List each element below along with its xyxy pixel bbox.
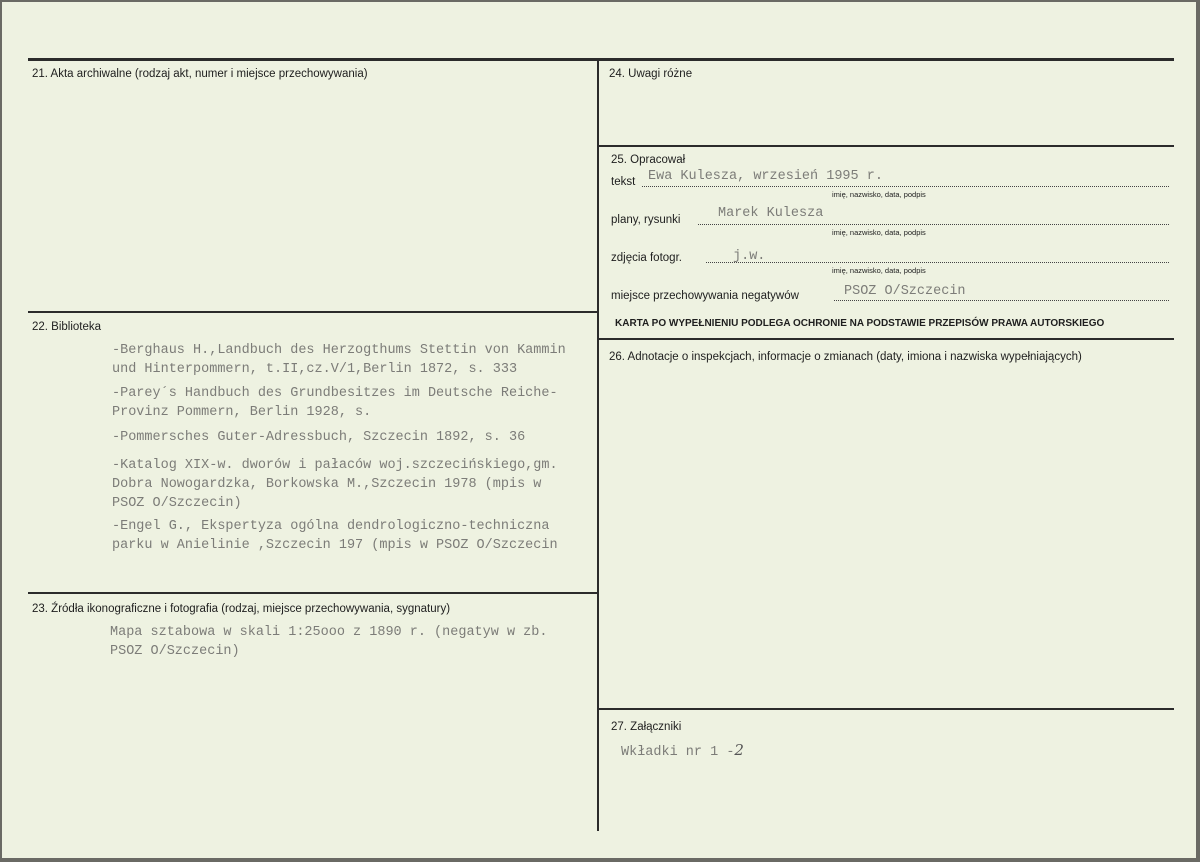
photos-field-value: j.w. (733, 249, 766, 264)
iconographic-source-text: Mapa sztabowa w skali 1:25ooo z 1890 r. (negatyw w zb. PSOZ O/Szczecin) (110, 625, 548, 659)
bibliography-entry-5: -Engel G., Ekspertyza ogólna dendrologiczno-techniczna parku w Anielinie ,Szczecin 197 (mpis w PSOZ O/Szczecin (112, 519, 558, 553)
copyright-notice: KARTA PO WYPEŁNIENIU PODLEGA OCHRONIE NA PODSTAWIE PRZEPISÓW PRAWA AUTORSKIEGO (615, 318, 1105, 329)
section-25-label: 25. Opracował (611, 154, 686, 166)
bibliography-entry-2: -Parey´s Handbuch des Grundbesitzes im Deutsche Reiche- Provinz Pommern, Berlin 1928, s. (112, 386, 558, 420)
bibliography-entry-4: -Katalog XIX-w. dworów i pałaców woj.szczecińskiego,gm. Dobra Nowogardzka, Borkowska M.,Szczecin 1978 (mpis w PSOZ O/Szczecin) (112, 458, 558, 511)
drawings-field-line (698, 224, 1169, 225)
drawings-field-value: Marek Kulesza (718, 206, 824, 221)
bibliography-entry-3: -Pommersches Guter-Adressbuch, Szczecin 1892, s. 36 (112, 430, 526, 445)
section-27-label: 27. Załączniki (611, 721, 682, 733)
drawings-field-label: plany, rysunki (611, 214, 681, 226)
rule-right-25-bottom (598, 338, 1174, 340)
negatives-field-value: PSOZ O/Szczecin (844, 284, 966, 299)
rule-left-21-22 (28, 311, 598, 313)
text-field-hint: imię, nazwisko, data, podpis (832, 190, 926, 199)
rule-left-22-23 (28, 592, 598, 594)
section-21-label: 21. Akta archiwalne (rodzaj akt, numer i miejsce przechowywania) (32, 68, 368, 80)
rule-right-26-27 (598, 708, 1174, 710)
attachments-handwritten-number: 2 (734, 741, 744, 759)
drawings-field-hint: imię, nazwisko, data, podpis (832, 228, 926, 237)
photos-field-label: zdjęcia fotogr. (611, 252, 682, 264)
bibliography-entry-1: -Berghaus H.,Landbuch des Herzogthums Stettin von Kammin und Hinterpommern, t.II,cz.V/1,Berlin 1872, s. 333 (112, 343, 566, 377)
negatives-field-label: miejsce przechowywania negatywów (611, 290, 799, 302)
top-rule (28, 58, 1174, 61)
center-vertical-rule (597, 59, 599, 831)
section-24-label: 24. Uwagi różne (609, 68, 693, 80)
text-field-line (642, 186, 1169, 187)
section-23-label: 23. Źródła ikonograficzne i fotografia (rodzaj, miejsce przechowywania, sygnatury) (32, 603, 451, 615)
photos-field-hint: imię, nazwisko, data, podpis (832, 266, 926, 275)
text-field-label: tekst (611, 176, 636, 188)
rule-right-24-25 (598, 145, 1174, 147)
text-field-value: Ewa Kulesza, wrzesień 1995 r. (648, 169, 883, 184)
attachments-value: Wkładki nr 1 -2 (621, 741, 744, 760)
photos-field-line (706, 262, 1169, 263)
section-26-label: 26. Adnotacje o inspekcjach, informacje o zmianach (daty, imiona i nazwiska wypełniających) (609, 351, 1082, 363)
section-22-label: 22. Biblioteka (32, 321, 102, 333)
record-card (2, 2, 1196, 858)
